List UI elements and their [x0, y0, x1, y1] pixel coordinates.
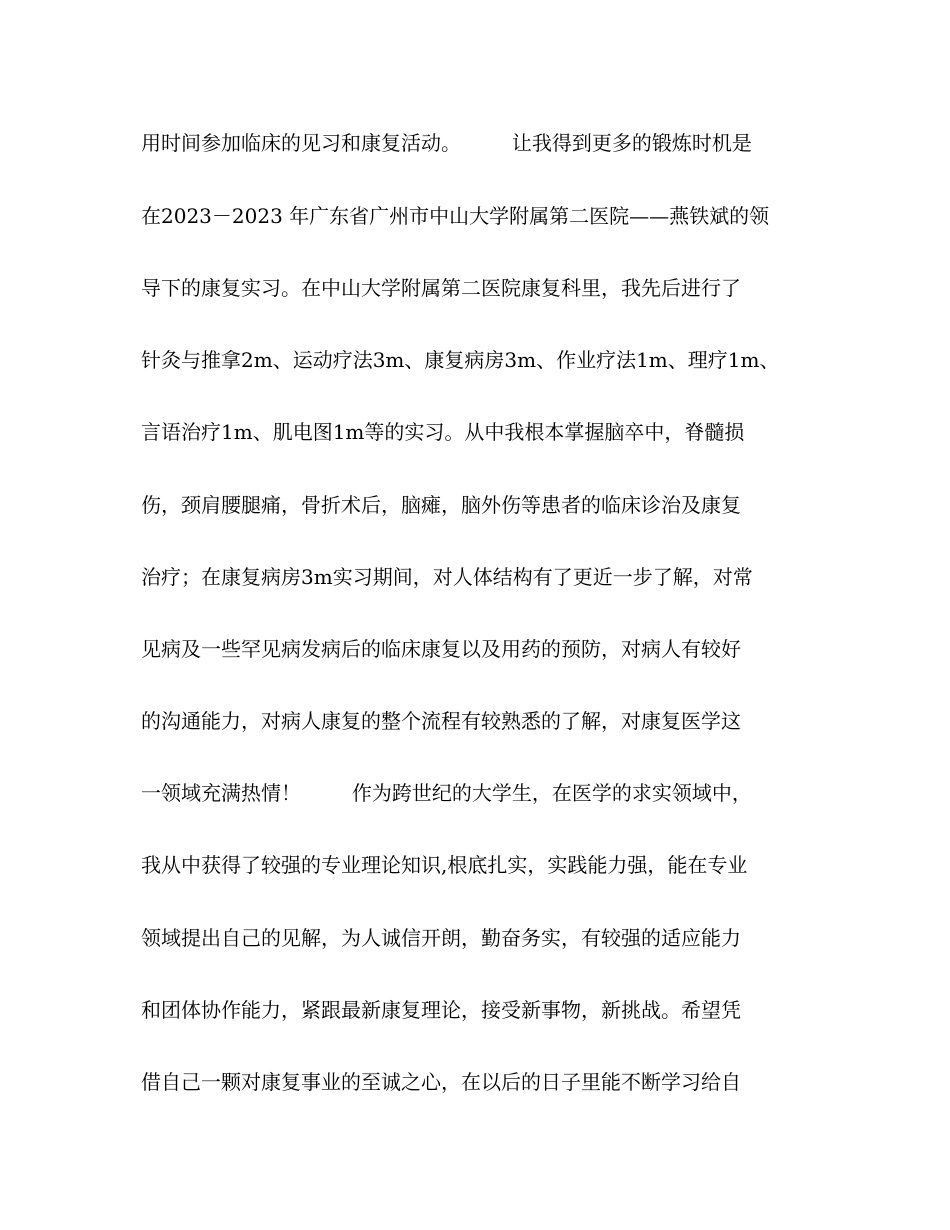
text-line: 在2023－2023 年广东省广州市中山大学附属第二医院——燕铁斌的领	[141, 204, 770, 228]
text-line: 的沟通能力，对病人康复的整个流程有较熟悉的了解，对康复医学这	[141, 709, 741, 733]
text-line: 伤，颈肩腰腿痛，骨折术后，脑瘫，脑外伤等患者的临床诊治及康复	[141, 493, 741, 517]
text-line: 针灸与推拿2m、运动疗法3m、康复病房3m、作业疗法1m、理疗1m、	[141, 348, 780, 372]
text-line: 和团体协作能力，紧跟最新康复理论，接受新事物，新挑战。希望凭	[141, 998, 741, 1022]
text-line: 领域提出自己的见解，为人诚信开朗，勤奋务实，有较强的适应能力	[141, 926, 741, 950]
text-line: 我从中获得了较强的专业理论知识,根底扎实，实践能力强，能在专业	[141, 853, 748, 877]
text-line: 言语治疗1m、肌电图1m等的实习。从中我根本掌握脑卒中，脊髓损	[141, 420, 745, 444]
text-line: 用时间参加临床的见习和康复活动。 让我得到更多的锻炼时机是	[141, 131, 752, 155]
text-line: 一领域充满热情！ 作为跨世纪的大学生，在医学的求实领域中，	[141, 781, 752, 805]
text-line: 见病及一些罕见病发病后的临床康复以及用药的预防，对病人有较好	[141, 637, 741, 661]
text-line: 借自己一颗对康复事业的至诚之心，在以后的日子里能不断学习给自	[141, 1070, 741, 1094]
text-line: 导下的康复实习。在中山大学附属第二医院康复科里，我先后进行了	[141, 276, 741, 300]
text-line: 治疗；在康复病房3m实习期间，对人体结构有了更近一步了解，对常	[141, 565, 753, 589]
